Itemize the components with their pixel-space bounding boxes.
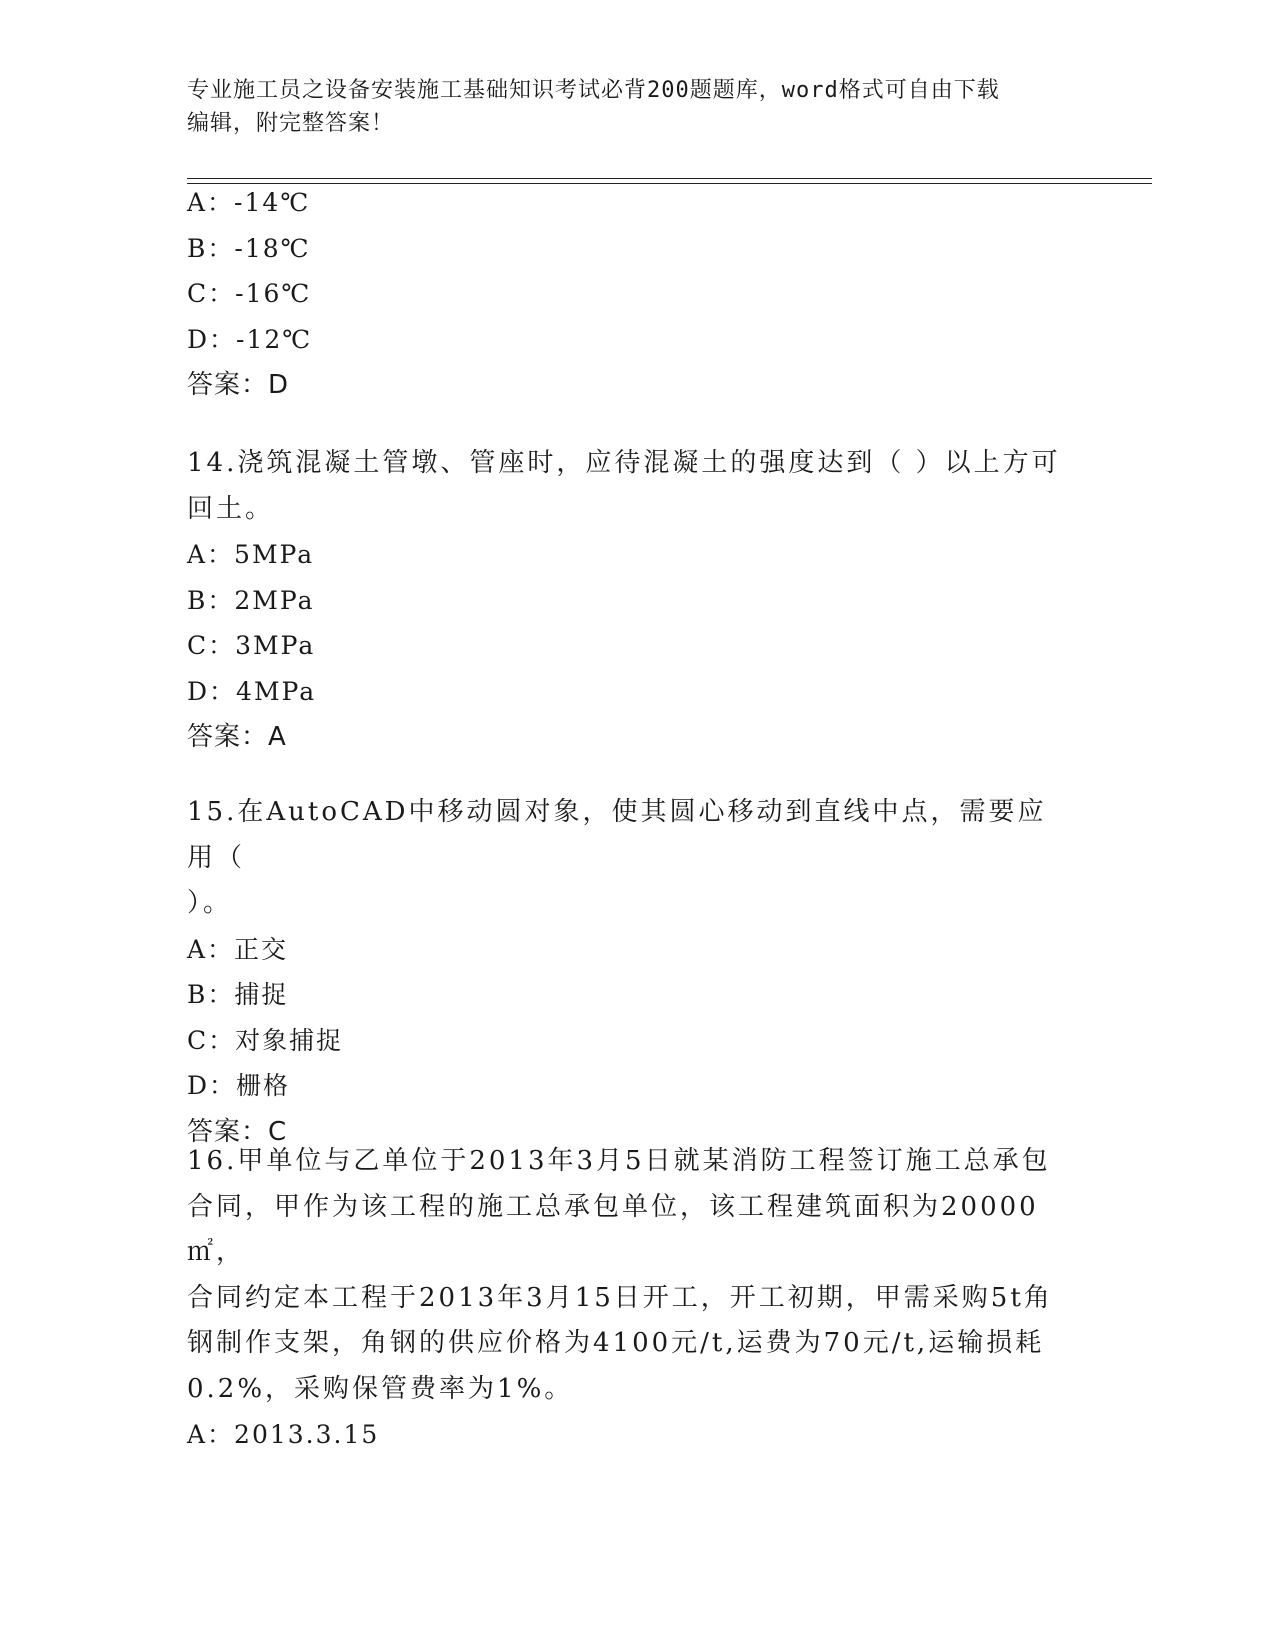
question-text-line-2: 合同，甲作为该工程的施工总承包单位，该工程建筑面积为20000㎡， bbox=[187, 1191, 1039, 1267]
question-14-block bbox=[187, 441, 1067, 760]
document-header bbox=[187, 74, 1067, 140]
option-b: B：-18℃ bbox=[187, 233, 311, 263]
option-b: B：2MPa bbox=[187, 585, 315, 615]
question-text-line-1: 15.在AutoCAD中移动圆对象，使其圆心移动到直线中点，需要应用（ bbox=[187, 797, 1047, 873]
header-title-line-2: 编辑，附完整答案！ bbox=[187, 111, 395, 136]
option-d: D：-12℃ bbox=[187, 324, 313, 354]
option-a: A：2013.3.15 bbox=[187, 1420, 380, 1449]
question-text-line-5: 0.2%，采购保管费率为1%。 bbox=[187, 1373, 574, 1404]
question-text-line-3: 合同约定本工程于2013年3月15日开工，开工初期，甲需采购5t角 bbox=[187, 1282, 1053, 1313]
question-text-line-2: ）。 bbox=[187, 888, 233, 918]
option-d: D：栅格 bbox=[187, 1071, 291, 1100]
option-c: C：对象捕捉 bbox=[187, 1025, 344, 1055]
question-13-block bbox=[187, 180, 1067, 408]
header-divider-top bbox=[187, 178, 1152, 179]
option-a: A：5MPa bbox=[187, 540, 315, 569]
question-16-block bbox=[187, 1139, 1067, 1458]
option-a: A：-14℃ bbox=[187, 188, 311, 217]
answer-label: 答案：A bbox=[187, 722, 287, 752]
question-text-line-4: 钢制作支架，角钢的供应价格为4100元/t,运费为70元/t,运输损耗 bbox=[187, 1328, 1045, 1358]
option-c: C：-16℃ bbox=[187, 279, 312, 308]
option-c: C：3MPa bbox=[187, 631, 316, 660]
answer-label: 答案：D bbox=[187, 370, 290, 400]
answer-label: 答案：C bbox=[187, 1116, 288, 1147]
question-text-line-1: 14.浇筑混凝土管墩、管座时，应待混凝土的强度达到（ ）以上方可 bbox=[187, 448, 1061, 478]
question-text-line-2: 回土。 bbox=[187, 493, 275, 524]
option-d: D：4MPa bbox=[187, 676, 317, 706]
question-15-block bbox=[187, 790, 1067, 1155]
question-text-line-1: 16.甲单位与乙单位于2013年3月5日就某消防工程签订施工总承包 bbox=[187, 1146, 1051, 1176]
option-b: B：捕捉 bbox=[187, 980, 289, 1009]
header-title-line-1: 专业施工员之设备安装施工基础知识考试必背200题题库，word格式可自由下载 bbox=[187, 78, 1000, 103]
option-a: A：正交 bbox=[187, 934, 289, 964]
